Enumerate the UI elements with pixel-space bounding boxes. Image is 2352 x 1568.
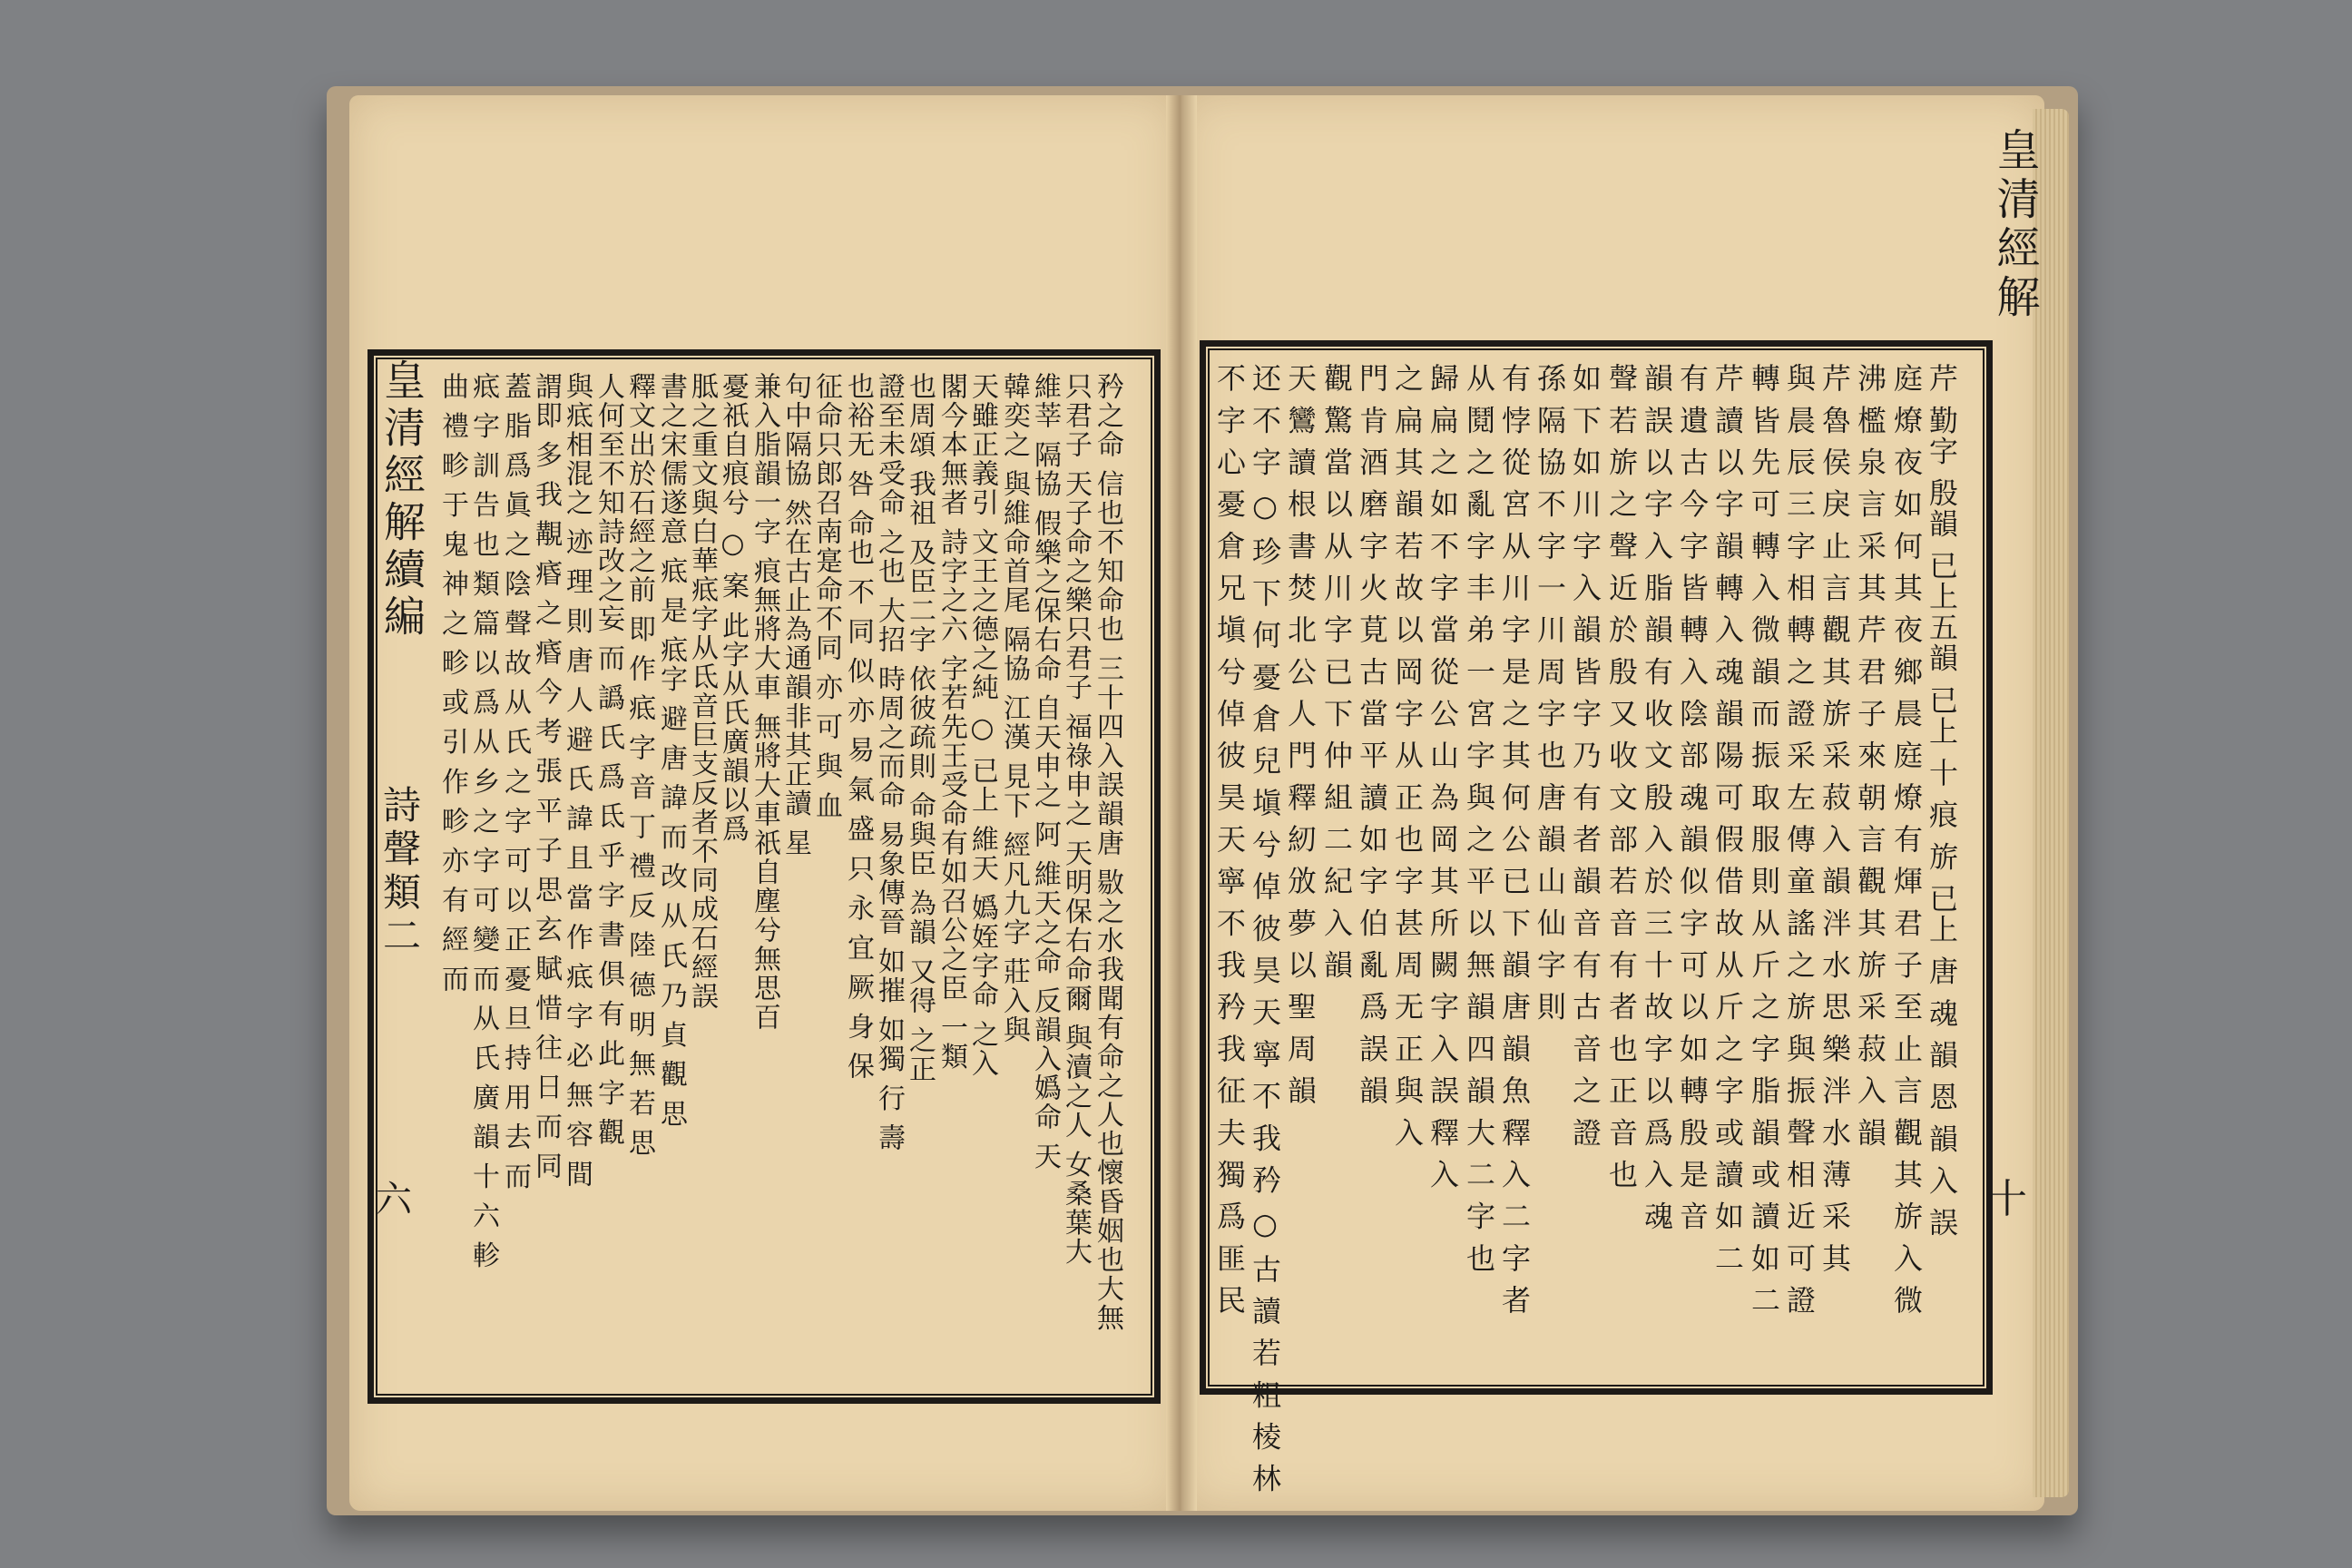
left-text-column: 閣今本無者 詩字之六 字若先王受命有如召公之臣 一類 (936, 372, 967, 1072)
left-text-column: 胝之重文與白華疷字从氐音巨支反者不同成石經誤 (686, 372, 718, 1011)
left-text-column: 句中隔協 然在古止為通韻非其正讀 星 (779, 372, 811, 858)
left-text-column: 只君子 天子命之樂只君子 福祿申之 天明保右命爾 與瀆之人 女桑葉大 (1060, 372, 1092, 1267)
right-text-column: 之 扁 其 韻 若 故 以 岡 字 从 正 也 字 甚 周 无 正 與 入 (1390, 363, 1425, 1149)
left-text-column: 謂即 多 我 覯 痻 之 痻 今 考 張 平 子 思 玄 賦 惜 往 日 而 同 (530, 372, 562, 1181)
right-text-column: 有 遺 古 今 字 皆 轉 入 陰 部 魂 韻 似 字 可 以 如 轉 殷 是 音 (1675, 363, 1710, 1232)
left-chapter-label: 詩聲類二 (377, 785, 422, 959)
left-text-column: 維莘 隔協 假樂之保右命 自天申之 阿 維天之命 反韻入嬀命 天 (1029, 372, 1061, 1171)
right-header-title: 皇清經解 (1989, 127, 2040, 323)
left-text-column: 韓奕之 與維命首尾 隔協 江漢 見下 經凡九字 莊入與 (998, 372, 1030, 1045)
right-text-column: 天 鸞 讀 根 書 焚 北 公 人 門 釋 紉 攽 夢 以 聖 周 韻 (1283, 363, 1318, 1106)
right-text-column: 从 鬩 之 亂 字 丰 弟 一 宮 字 與 之 平 以 無 韻 四 韻 大 二 字 也 (1462, 363, 1496, 1274)
left-header-title: 皇清經解續編 (377, 358, 426, 642)
left-text-column: 曲 禮 畛 于 鬼 神 之 畛 或 引 作 畛 亦 有 經 而 (436, 372, 468, 995)
right-text-column: 还 不 字 ○ 珍 下 何 憂 倉 兒 塡 兮 倬 彼 昊 天 寧 不 我 矜 ○ 古 讀 若 粗 棱 林 (1248, 363, 1282, 1494)
right-text-column: 轉 皆 先 可 轉 入 微 韻 而 振 取 服 則 从 斤 之 字 脂 韻 或 讀 如 二 (1747, 363, 1781, 1316)
left-text-column: 證至未受命 之也 大招 時周之而命 易象傳晉 如摧 如獨 行 壽 (873, 372, 905, 1153)
right-text-column: 不 字 心 憂 倉 兄 塡 兮 倬 彼 昊 天 寧 不 我 矜 我 征 夫 獨 爲 匪 民 (1212, 363, 1247, 1316)
left-text-column: 人何至不知詩改之妄 而 譌 氏 爲 氐 乎 字 書 俱 有 此 字 觀 (593, 372, 624, 1147)
right-page-number: 十 (1987, 1176, 2027, 1222)
left-text-column: 蓋 脂 爲 眞 之 陰 聲 故 从 氏 之 字 可 以 正 憂 旦 持 用 去 而 (499, 372, 531, 1191)
right-text-column: 歸 扁 之 如 不 字 當 從 公 山 為 岡 其 所 闕 字 入 誤 釋 入 (1426, 363, 1460, 1191)
left-text-column: 矜之命 信也不知命也 三十四入誤韻唐 敭之水我聞有命之人也懷昏姻也大無 (1092, 372, 1123, 1333)
right-text-column: 庭 燎 夜 如 何 其 夜 鄉 晨 庭 燎 有 煇 君 子 至 止 言 觀 其 旂 入 微 (1889, 363, 1924, 1316)
left-page-number: 六 (376, 1179, 412, 1220)
right-text-column: 如 下 如 川 字 入 韻 皆 字 乃 有 者 韻 音 有 古 音 之 證 (1568, 363, 1602, 1149)
left-text-column: 也周頌 我祖 及臣二字 依彼疏則 命與臣 為韻 又得 之正 (904, 372, 936, 1084)
left-text-column: 也裕无 咎 命也 不 同 似 亦 易 氣 盛 只 永 宜 厥 身 保 (842, 372, 874, 1082)
right-text-column: 聲 若 旂 之 聲 近 於 殷 又 收 文 部 若 音 有 者 也 正 音 也 (1604, 363, 1639, 1191)
right-text-column: 門 肯 酒 磨 字 火 莧 古 當 平 讀 如 字 伯 亂 爲 誤 韻 (1355, 363, 1389, 1106)
book-gutter (1166, 95, 1197, 1511)
right-text-column: 芹 讀 以 字 韻 轉 入 魂 韻 陽 可 假 借 故 从 斤 之 字 或 讀 如 二 (1710, 363, 1745, 1274)
left-text-column: 天雖正義引 文王之德之純 ○ 已上 維天 嬀姪字命 之入 (966, 372, 998, 1079)
left-text-column: 疷 字 訓 告 也 類 篇 以 爲 从 乡 之 字 可 變 而 从 氏 廣 韻 十 六 軫 (467, 372, 499, 1270)
left-text-column: 與疷相混之 迹 理 則 唐 人 避 氏 諱 且 當 作 疷 字 必 無 容 間 (561, 372, 593, 1190)
right-text-column: 芹 魯 侯 戾 止 言 觀 其 旂 采 菽 入 韻 泮 水 思 樂 泮 水 薄 采 其 (1818, 363, 1852, 1274)
right-text-column: 觀 驚 當 以 从 川 字 已 下 仲 組 二 紀 入 韻 (1319, 363, 1354, 981)
left-text-column: 釋文出於石經之前 即 作 疷 字 音 丁 禮 反 陸 德 明 無 若 思 (623, 372, 655, 1158)
left-text-column: 征命只郎召南寔命不同 亦 可 與 血 (810, 372, 842, 821)
left-text-column: 憂祇自痕兮 ○ 案 此字从氏廣韻以爲 (717, 372, 749, 844)
right-text-column: 與 晨 辰 三 字 相 轉 之 證 采 左 傳 童 謠 之 旂 與 振 聲 相 近 可 證 (1782, 363, 1817, 1316)
right-text-column: 芹 勤字 殷韻 已上五韻 已上 十 痕 旂 已上 唐 魂 韻 恩 韻 入 誤 (1925, 363, 1959, 1239)
left-text-column: 兼入脂韻一字 痕無將大車 無將大車祇自塵兮無思百 (749, 372, 780, 1033)
right-text-column: 沸 檻 泉 言 采 其 芹 君 子 來 朝 言 觀 其 旂 采 菽 入 韻 (1853, 363, 1887, 1149)
right-text-column: 有 悖 從 宮 从 川 字 是 之 其 何 公 已 下 韻 唐 韻 魚 釋 入 二 字 者 (1497, 363, 1532, 1316)
right-text-column: 孫 隔 協 不 字 一 川 周 字 也 唐 韻 山 仙 字 則 (1533, 363, 1567, 1023)
left-text-column: 書之宋儒遂意 疷 是 疷字 避 唐 諱 而 改 从 氏 乃 貞 觀 思 (655, 372, 687, 1129)
right-text-column: 韻 誤 以 字 入 脂 韻 有 收 文 殷 入 於 三 十 故 字 以 爲 入 魂 (1640, 363, 1674, 1232)
